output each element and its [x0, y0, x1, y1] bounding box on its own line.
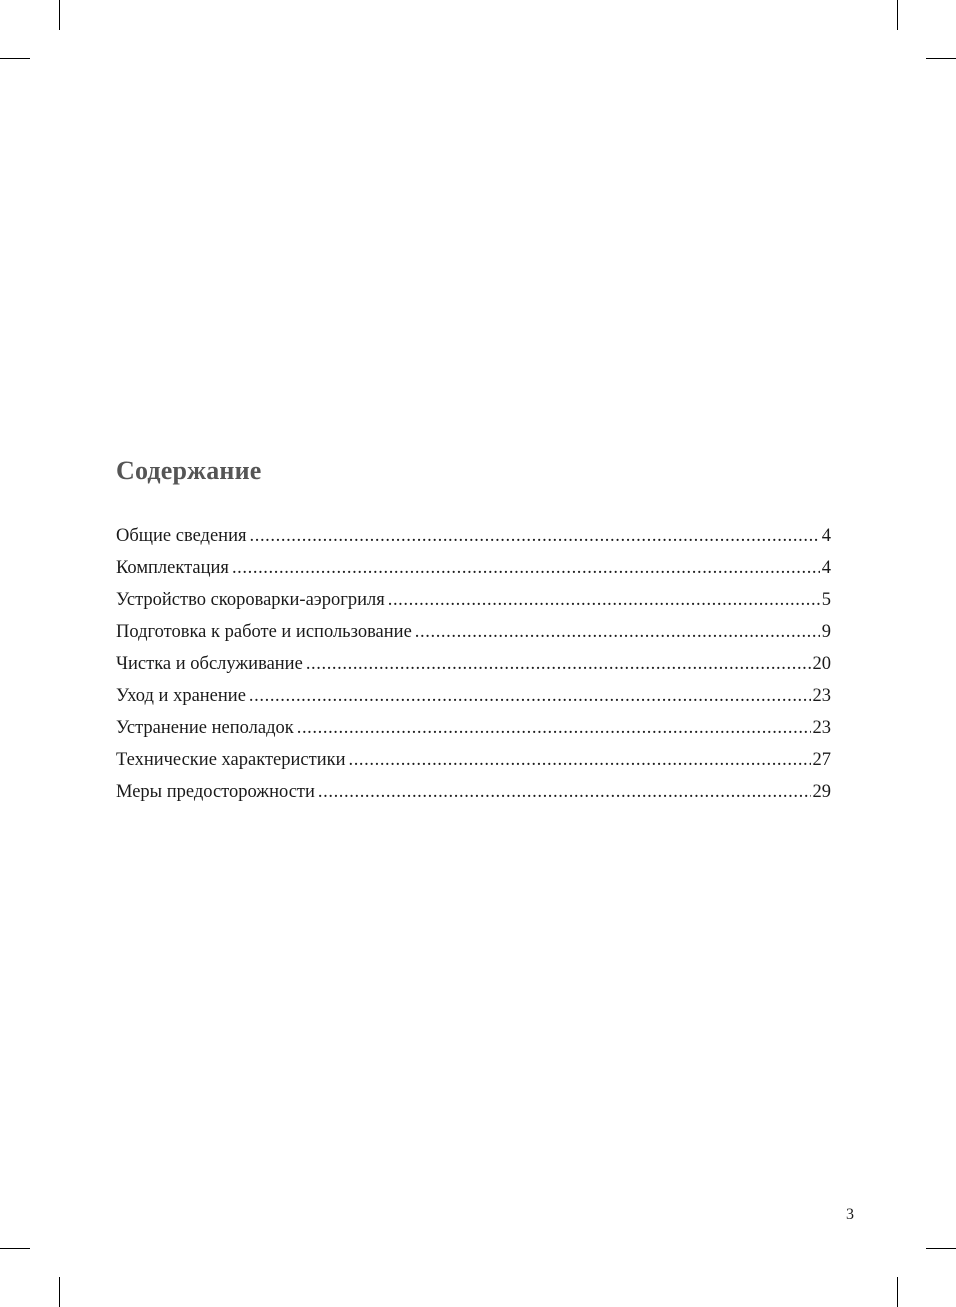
- toc-item-page: 29: [812, 782, 831, 802]
- page-number: 3: [846, 1206, 854, 1223]
- toc-item[interactable]: [116, 682, 831, 714]
- toc-item[interactable]: [116, 778, 831, 810]
- toc-item[interactable]: [116, 746, 831, 778]
- toc-item[interactable]: [116, 522, 831, 554]
- toc-item[interactable]: [116, 554, 831, 586]
- toc-item-page: 5: [821, 590, 831, 610]
- toc-leader-dots: [249, 682, 811, 710]
- toc-leader-dots: [232, 554, 820, 582]
- toc-item-label: Меры предосторожности: [116, 782, 315, 802]
- crop-mark-top-left-horizontal: [0, 58, 30, 59]
- crop-mark-top-left-vertical: [59, 0, 60, 30]
- toc-item-label: Технические характеристики: [116, 750, 346, 770]
- crop-mark-bottom-left-horizontal: [0, 1248, 30, 1249]
- toc-item[interactable]: [116, 586, 831, 618]
- toc-leader-dots: [415, 618, 820, 646]
- toc-item-page: 4: [821, 526, 831, 546]
- toc-item-page: 4: [821, 558, 831, 578]
- toc-leader-dots: [348, 746, 810, 774]
- toc-leader-dots: [250, 522, 820, 550]
- toc-item-page: 9: [821, 622, 831, 642]
- crop-mark-top-right-horizontal: [926, 58, 956, 59]
- crop-mark-top-right-vertical: [897, 0, 898, 30]
- crop-mark-bottom-right-vertical: [897, 1277, 898, 1307]
- toc-item-page: 20: [812, 654, 831, 674]
- toc-item-page: 23: [812, 718, 831, 738]
- toc-item-page: 27: [812, 750, 831, 770]
- toc-item-label: Подготовка к работе и использование: [116, 622, 412, 642]
- crop-mark-bottom-left-vertical: [59, 1277, 60, 1307]
- toc-item-label: Уход и хранение: [116, 686, 246, 706]
- toc-item[interactable]: [116, 650, 831, 682]
- toc-title: Содержание: [116, 456, 262, 485]
- toc-item-label: Устройство скороварки-аэрогриля: [116, 590, 385, 610]
- toc-item[interactable]: [116, 714, 831, 746]
- crop-mark-bottom-right-horizontal: [926, 1248, 956, 1249]
- toc-item-label: Устранение неполадок: [116, 718, 294, 738]
- toc-item[interactable]: [116, 618, 831, 650]
- toc-item-page: 23: [812, 686, 831, 706]
- toc-leader-dots: [306, 650, 811, 678]
- toc-item-label: Чистка и обслуживание: [116, 654, 303, 674]
- toc-leader-dots: [388, 586, 820, 614]
- toc-leader-dots: [318, 778, 811, 806]
- toc-item-label: Комплектация: [116, 558, 229, 578]
- toc-list: [116, 522, 831, 810]
- toc-item-label: Общие сведения: [116, 526, 247, 546]
- toc-leader-dots: [297, 714, 811, 742]
